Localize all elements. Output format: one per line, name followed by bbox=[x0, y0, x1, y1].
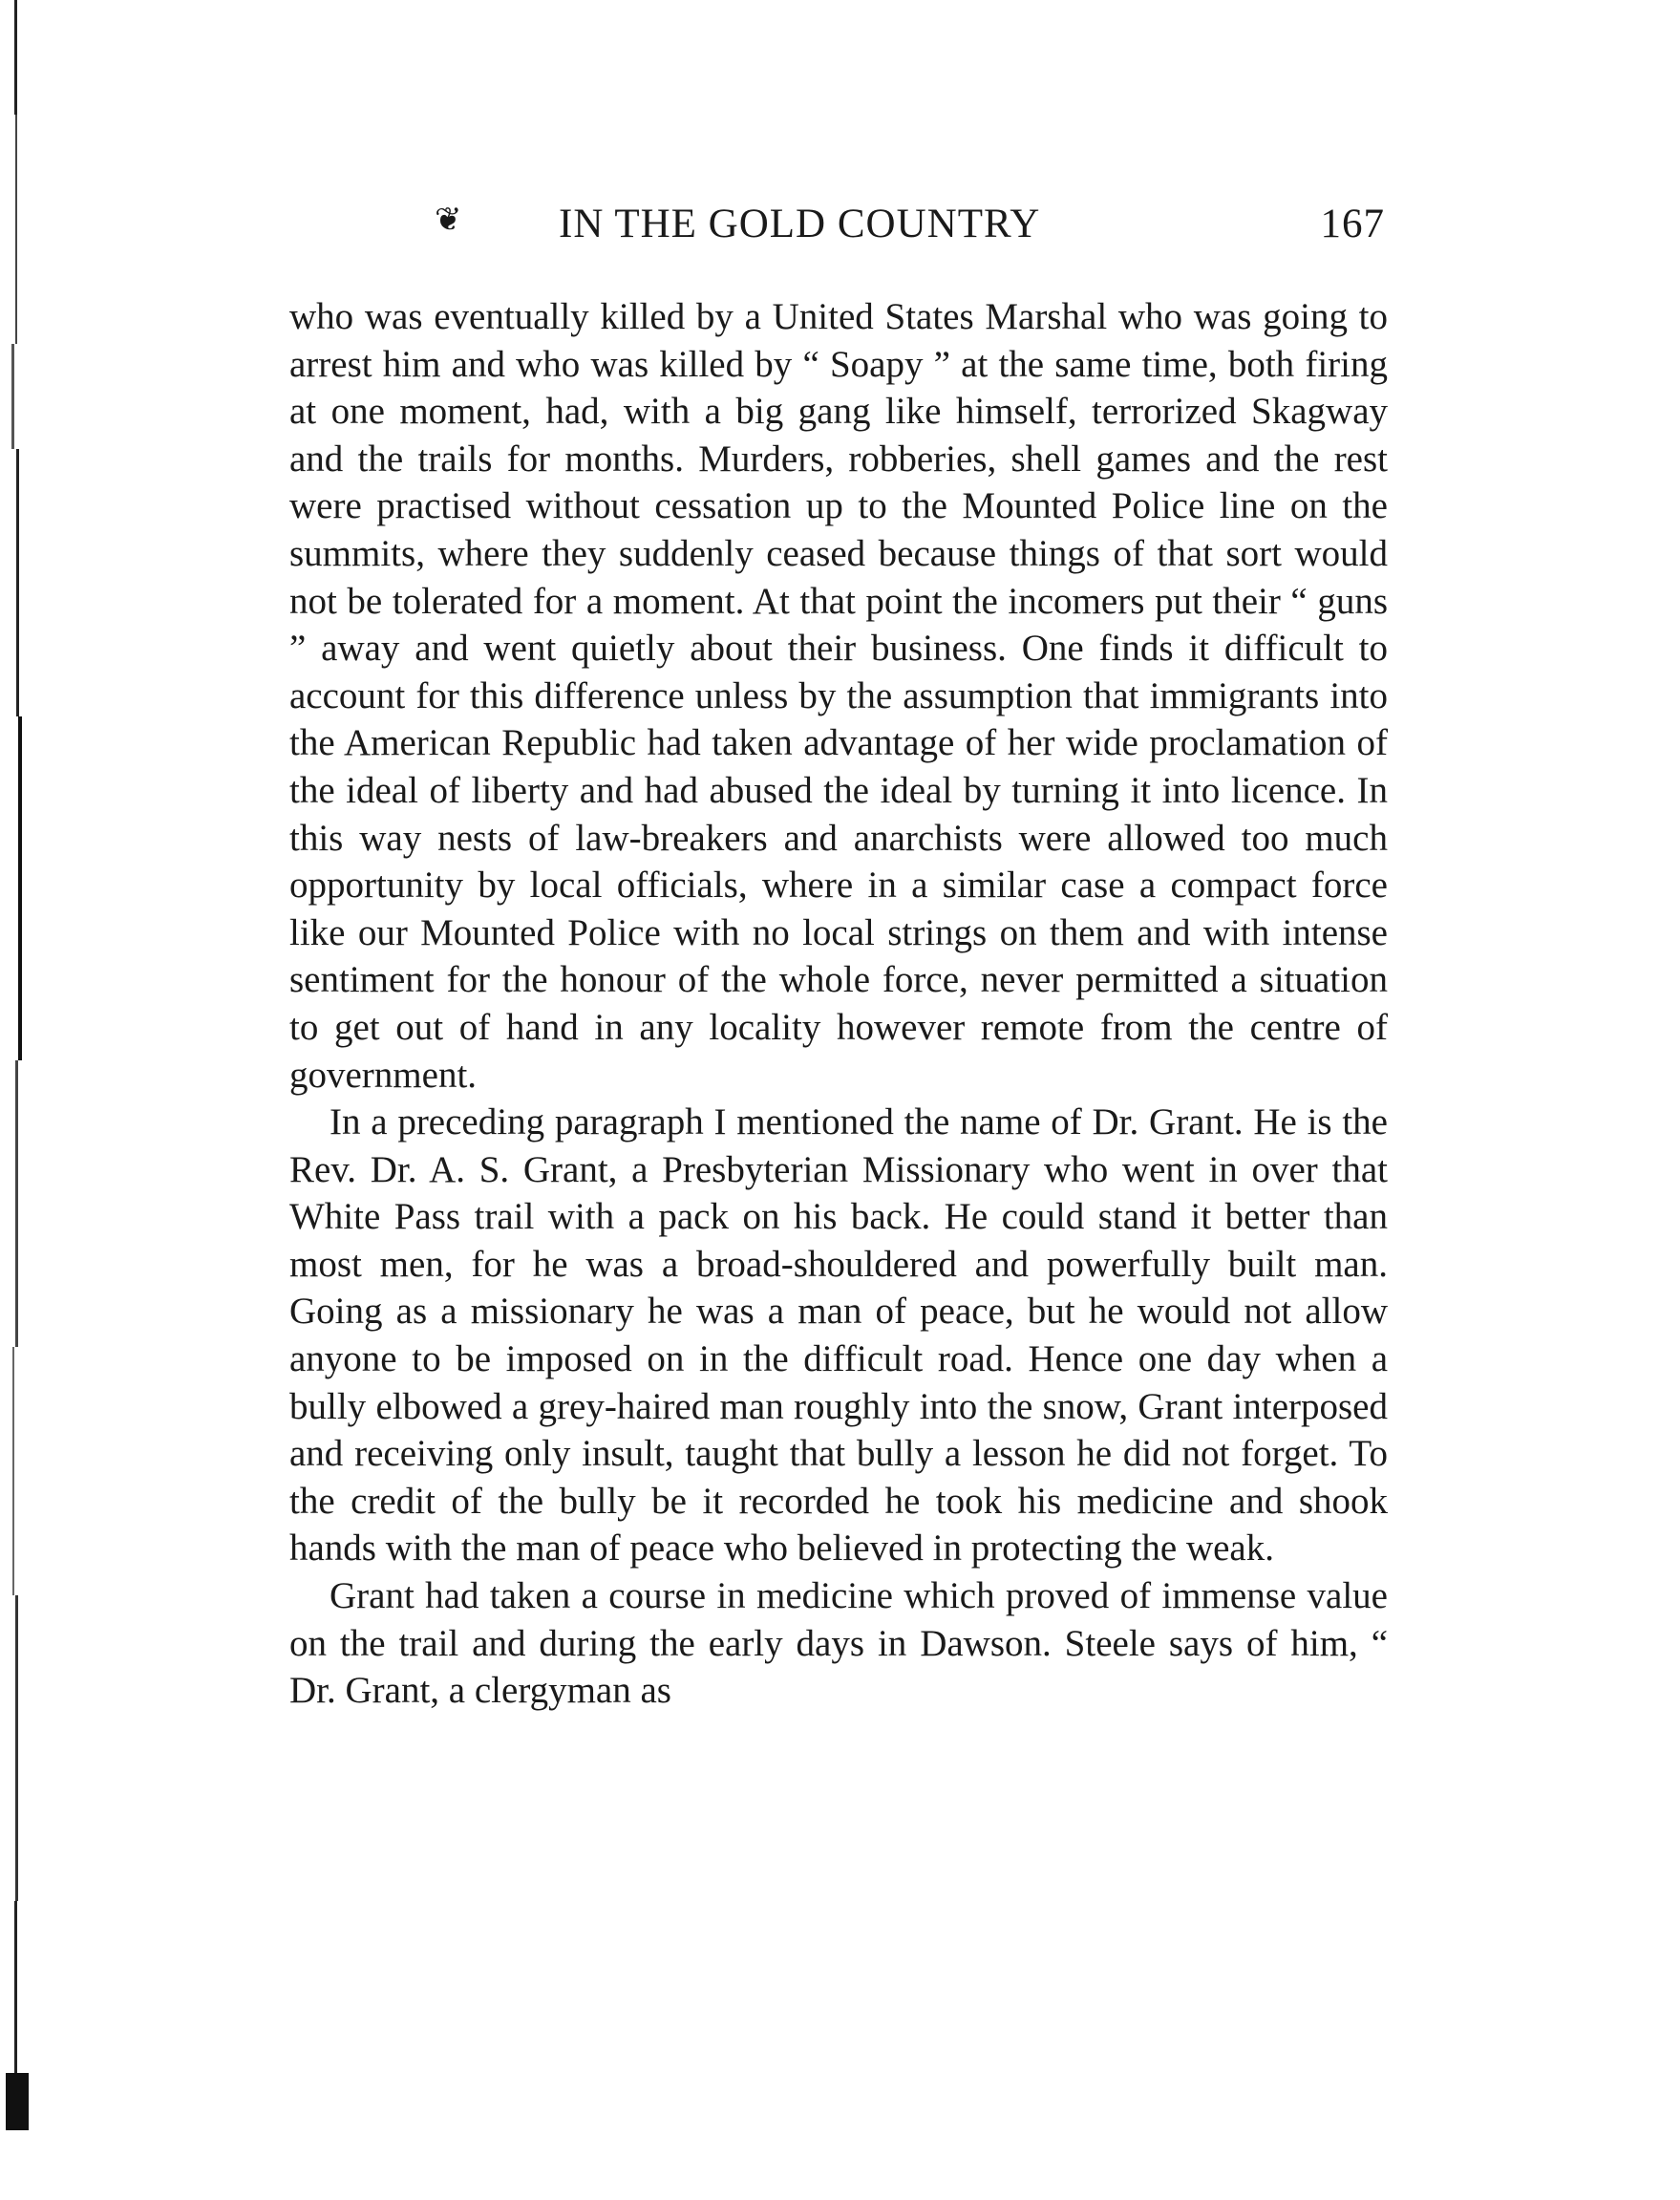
running-head-title: IN THE GOLD COUNTRY bbox=[559, 202, 1041, 246]
paragraph-grant-medicine: Grant had taken a course in medicine which proved of immense value on the trail and during the early days in Dawson. Steele says of him, “ Dr. Grant, a clergyman as bbox=[289, 1575, 1388, 1712]
ornament-icon: ❦ bbox=[435, 203, 463, 238]
body-text bbox=[289, 293, 1388, 1715]
running-head bbox=[287, 201, 1385, 258]
paragraph-continued: who was eventually killed by a United States Marshal who was going to arrest him and who was killed by “ Soapy ” at the same time, both firing at one moment, had, with a big gang like himself, terrorized Skagway and the trails for months. Murders, robberies, shell games and the rest were practised without cessation up to the Mounted Police line on the summits, where they suddenly ceased because things of that sort would not be tolerated for a moment. At that point the incomers put their “ guns ” away and went quietly about their business. One finds it difficult to account for this difference unless by the assumption that immigrants into the American Republic had taken advantage of her wide proclamation of the ideal of liberty and had abused the ideal by turning it into licence. In this way nests of law-breakers and anarchists were allowed too much opportunity by local officials, where in a similar case a compact force like our Mounted Police with no local strings on them and with intense sentiment for the honour of the whole force, never permitted a situation to get out of hand in any locality however remote from the centre of government. bbox=[289, 296, 1388, 1096]
binding-edge-shadow bbox=[4, 0, 32, 2200]
page-number: 167 bbox=[1320, 202, 1385, 246]
paragraph-dr-grant: In a preceding paragraph I mentioned the name of Dr. Grant. He is the Rev. Dr. A. S. Grant, a Presbyterian Missionary who went in over that White Pass trail with a pack on his back. He could stand it better than most men, for he was a broad-shouldered and powerfully built man. Going as a missionary he was a man of peace, but he would not allow anyone to be imposed on in the difficult road. Hence one day when a bully elbowed a grey-haired man roughly into the snow, Grant interposed and receiving only insult, taught that bully a lesson he did not forget. To the credit of the bully be it recorded he took his medicine and shook hands with the man of peace who believed in protecting the weak. bbox=[289, 1101, 1388, 1570]
